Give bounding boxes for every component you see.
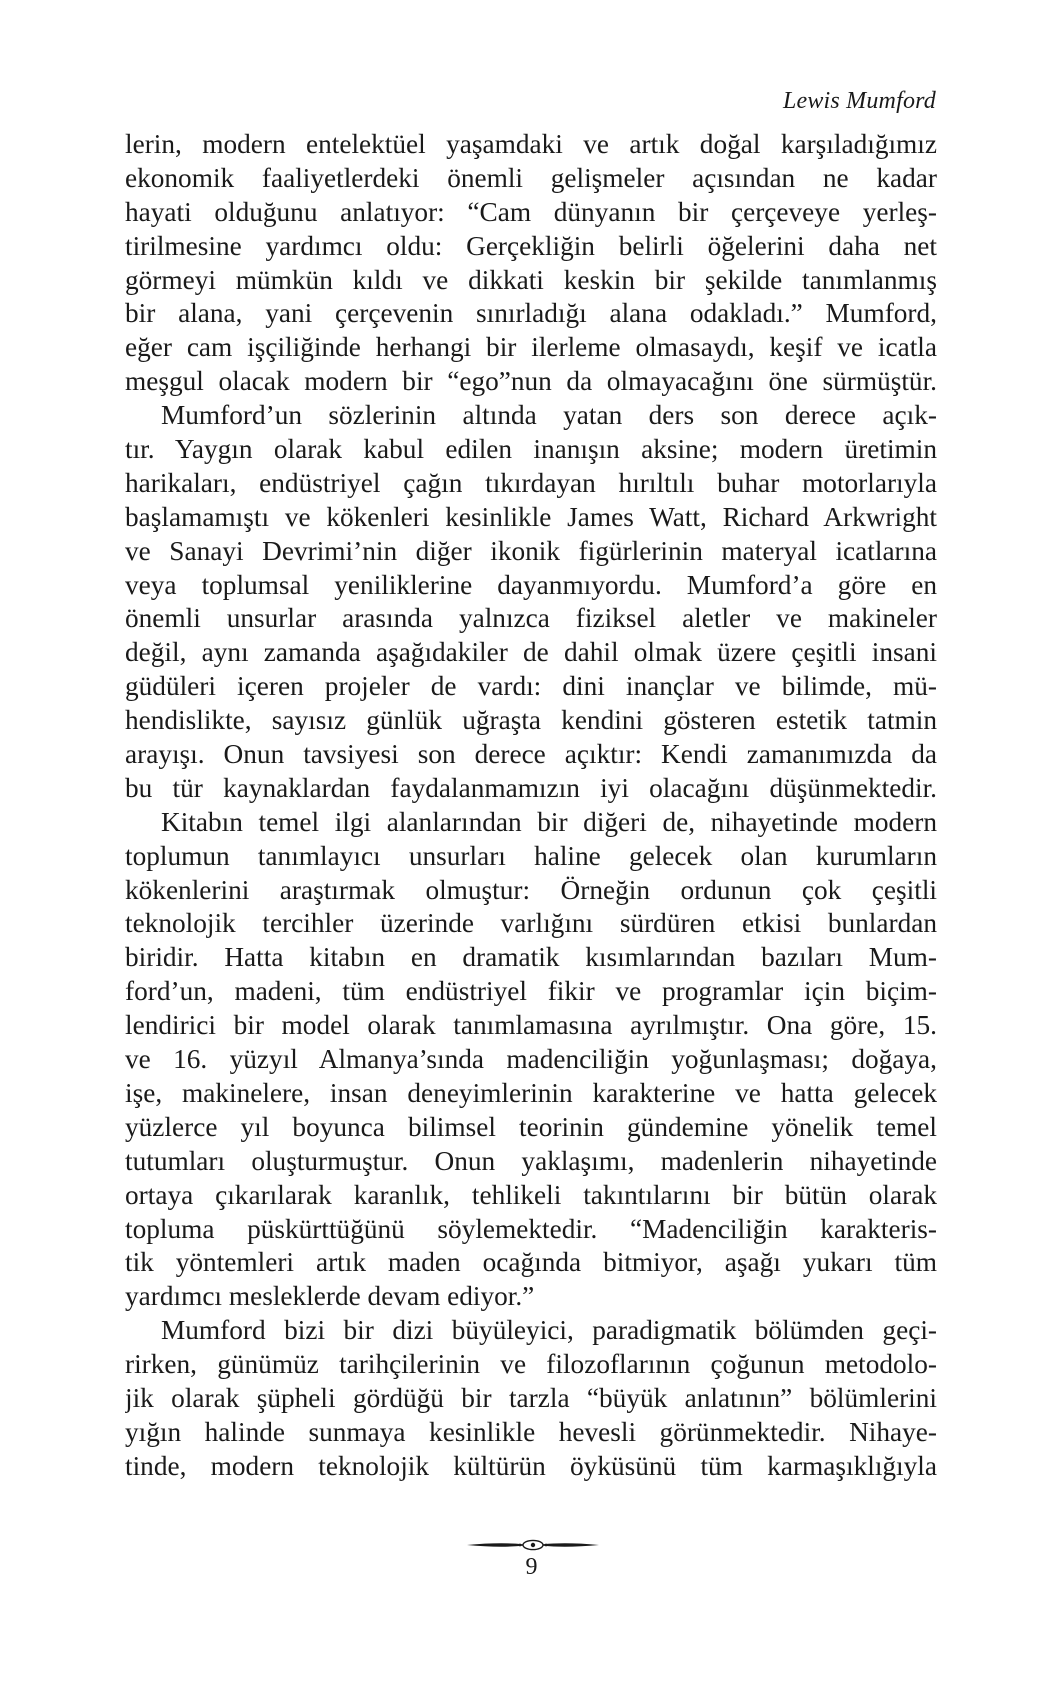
text-line: veya toplumsal yeniliklerine dayanmıyordu. Mumford’a göre en xyxy=(125,569,937,600)
text-line: başlamamıştı ve kökenleri kesinlikle James Watt, Richard Arkwright xyxy=(125,501,937,532)
text-line: tutumları oluşturmuştur. Onun yaklaşımı, madenlerin nihayetinde xyxy=(125,1145,937,1176)
text-line: işe, makinelere, insan deneyimlerinin karakterine ve hatta gelecek xyxy=(125,1077,937,1108)
text-line: görmeyi mümkün kıldı ve dikkati keskin bir şekilde tanımlanmış xyxy=(125,264,937,295)
text-line: jik olarak şüpheli gördüğü bir tarzla “büyük anlatının” bölümlerini xyxy=(125,1382,937,1413)
text-line: ve 16. yüzyıl Almanya’sında madenciliğin yoğunlaşması; doğaya, xyxy=(125,1044,937,1075)
text-line: eğer cam işçiliğinde herhangi bir ilerleme olmasaydı, keşif ve icatla xyxy=(125,332,937,363)
footer-ornament xyxy=(465,1536,601,1554)
text-line: harikaları, endüstriyel çağın tıkırdayan hırıltılı buhar motorlarıyla xyxy=(125,467,937,498)
text-line: yığın halinde sunmaya kesinlikle hevesli görünmektedir. Nihaye- xyxy=(125,1416,937,1447)
body-text xyxy=(125,128,937,1484)
text-line: tır. Yaygın olarak kabul edilen inanışın aksine; modern üretimin xyxy=(125,434,937,465)
text-line: bu tür kaynaklardan faydalanmamızın iyi olacağını düşünmektedir. xyxy=(125,772,937,803)
text-line: toplumun tanımlayıcı unsurları haline gelecek olan kurumların xyxy=(125,840,937,871)
paragraph-start-line: Mumford bizi bir dizi büyüleyici, paradigmatik bölümden geçi- xyxy=(161,1315,937,1346)
text-line: tirilmesine yardımcı oldu: Gerçekliğin belirli öğelerini daha net xyxy=(125,230,937,261)
text-line: topluma püskürttüğünü söylemektedir. “Madenciliğin karakteris- xyxy=(125,1213,937,1244)
text-line: ve Sanayi Devrimi’nin diğer ikonik figürlerinin materyal icatlarına xyxy=(125,535,937,566)
text-line: meşgul olacak modern bir “ego”nun da olmayacağını öne sürmüştür. xyxy=(125,366,937,397)
paragraph-start-line: Mumford’un sözlerinin altında yatan ders son derece açık- xyxy=(161,400,937,431)
paragraph-start-line: Kitabın temel ilgi alanlarından bir diğeri de, nihayetinde modern xyxy=(161,806,937,837)
text-line: tik yöntemleri artık maden ocağında bitmiyor, aşağı yukarı tüm xyxy=(125,1247,937,1278)
text-line: tinde, modern teknolojik kültürün öyküsünü tüm karmaşıklığıyla xyxy=(125,1450,937,1481)
running-head-author: Lewis Mumford xyxy=(782,88,936,114)
text-line: bir alana, yani çerçevenin sınırladığı alana odakladı.” Mumford, xyxy=(125,298,937,329)
text-line: kökenlerini araştırmak olmuştur: Örneğin ordunun çok çeşitli xyxy=(125,874,937,905)
text-line: ford’un, madeni, tüm endüstriyel fikir ve programlar için biçim- xyxy=(125,976,937,1007)
text-line: ortaya çıkarılarak karanlık, tehlikeli takıntılarını bir bütün olarak xyxy=(125,1179,937,1210)
text-line: ekonomik faaliyetlerdeki önemli gelişmeler açısından ne kadar xyxy=(125,162,937,193)
text-line: hendislikte, sayısız günlük uğraşta kendini gösteren estetik tatmin xyxy=(125,705,937,736)
paragraph-end-line: yardımcı mesleklerde devam ediyor.” xyxy=(125,1281,535,1312)
text-line: değil, aynı zamanda aşağıdakiler de dahil olmak üzere çeşitli insani xyxy=(125,637,937,668)
text-line: teknolojik tercihler üzerinde varlığını sürdüren etkisi bunlardan xyxy=(125,908,937,939)
text-line: rirken, günümüz tarihçilerinin ve filozoflarının çoğunun metodolo- xyxy=(125,1349,937,1380)
text-line: arayışı. Onun tavsiyesi son derece açıktır: Kendi zamanımızda da xyxy=(125,739,937,770)
text-line: hayati olduğunu anlatıyor: “Cam dünyanın bir çerçeveye yerleş- xyxy=(125,196,937,227)
page-number: 9 xyxy=(525,1554,538,1580)
text-line: lerin, modern entelektüel yaşamdaki ve artık doğal karşıladığımız xyxy=(125,129,937,159)
text-line: biridir. Hatta kitabın en dramatik kısımlarından bazıları Mum- xyxy=(125,942,937,973)
text-line: önemli unsurlar arasında yalnızca fiziksel aletler ve makineler xyxy=(125,603,937,634)
text-line: lendirici bir model olarak tanımlamasına ayrılmıştır. Ona göre, 15. xyxy=(125,1010,937,1041)
text-line: yüzlerce yıl boyunca bilimsel teorinin gündemine yönelik temel xyxy=(125,1111,937,1142)
text-line: güdüleri içeren projeler de vardı: dini inançlar ve bilimde, mü- xyxy=(125,671,937,702)
